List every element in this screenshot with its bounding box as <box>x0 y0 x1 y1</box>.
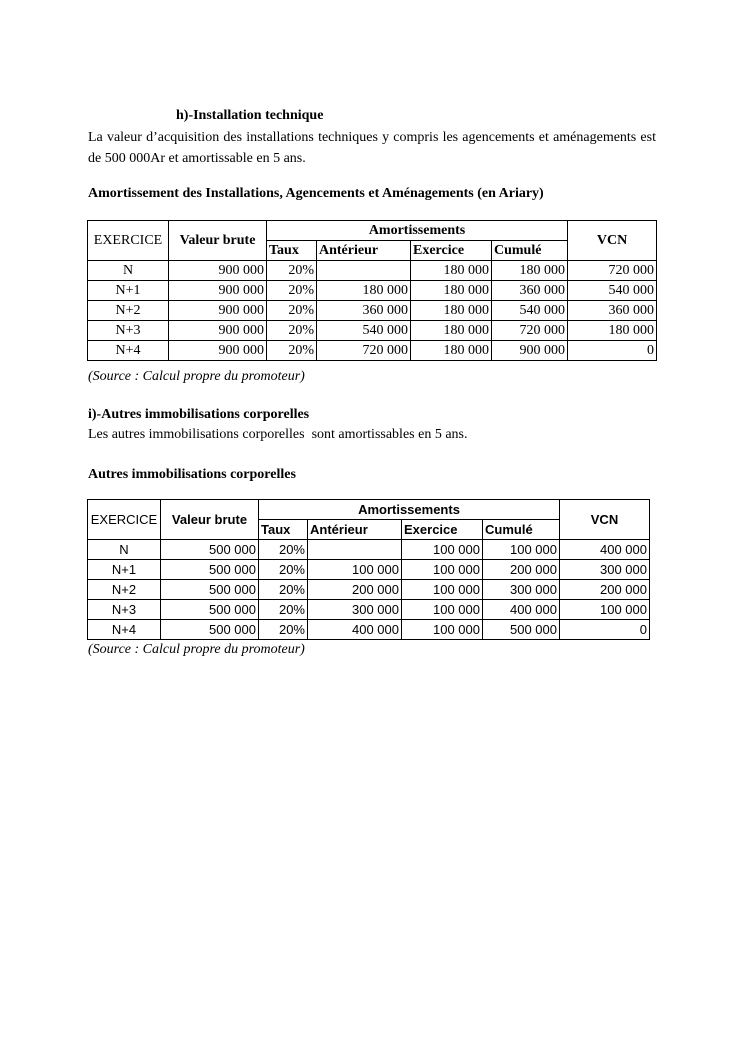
header-taux: Taux <box>259 520 308 540</box>
table-row <box>88 341 657 361</box>
cell-vcn: 0 <box>568 341 657 361</box>
installation-amortization-table <box>87 220 657 361</box>
cell-vcn: 200 000 <box>560 580 650 600</box>
cell-valeur: 500 000 <box>161 540 259 560</box>
cell-valeur: 500 000 <box>161 620 259 640</box>
section-i-table-title: Autres immobilisations corporelles <box>88 467 296 482</box>
cell-exercice-amort: 100 000 <box>402 600 483 620</box>
cell-vcn: 300 000 <box>560 560 650 580</box>
cell-vcn: 400 000 <box>560 540 650 560</box>
header-taux: Taux <box>267 241 317 261</box>
cell-anterieur: 360 000 <box>317 301 411 321</box>
cell-exercice: N+1 <box>88 560 161 580</box>
cell-valeur: 900 000 <box>169 341 267 361</box>
table-row <box>88 281 657 301</box>
cell-vcn: 720 000 <box>568 261 657 281</box>
cell-exercice-amort: 180 000 <box>411 341 492 361</box>
table-header-row <box>88 500 650 520</box>
cell-exercice: N+4 <box>88 620 161 640</box>
cell-cumule: 100 000 <box>483 540 560 560</box>
cell-cumule: 720 000 <box>492 321 568 341</box>
cell-valeur: 900 000 <box>169 321 267 341</box>
cell-vcn: 540 000 <box>568 281 657 301</box>
cell-taux: 20% <box>267 261 317 281</box>
cell-exercice-amort: 100 000 <box>402 560 483 580</box>
cell-taux: 20% <box>259 580 308 600</box>
cell-anterieur: 720 000 <box>317 341 411 361</box>
cell-cumule: 540 000 <box>492 301 568 321</box>
section-h-table-title: Amortissement des Installations, Agencements et Aménagements (en Ariary) <box>88 186 544 201</box>
cell-vcn: 0 <box>560 620 650 640</box>
cell-cumule: 900 000 <box>492 341 568 361</box>
header-vcn: VCN <box>568 221 657 261</box>
section-h-source: (Source : Calcul propre du promoteur) <box>88 369 305 384</box>
table-row <box>88 580 650 600</box>
table-row <box>88 261 657 281</box>
header-valeur-brute: Valeur brute <box>169 221 267 261</box>
cell-anterieur: 300 000 <box>308 600 402 620</box>
table-header-row <box>88 221 657 241</box>
header-vcn: VCN <box>560 500 650 540</box>
cell-cumule: 300 000 <box>483 580 560 600</box>
cell-anterieur: 180 000 <box>317 281 411 301</box>
cell-exercice: N+3 <box>88 600 161 620</box>
section-h-title: h)-Installation technique <box>176 108 324 123</box>
header-amortissements: Amortissements <box>259 500 560 520</box>
cell-exercice: N+1 <box>88 281 169 301</box>
cell-cumule: 180 000 <box>492 261 568 281</box>
cell-exercice-amort: 100 000 <box>402 620 483 640</box>
cell-exercice-amort: 180 000 <box>411 301 492 321</box>
cell-exercice-amort: 180 000 <box>411 261 492 281</box>
cell-valeur: 500 000 <box>161 580 259 600</box>
header-exercice: EXERCICE <box>88 221 169 261</box>
cell-exercice: N+4 <box>88 341 169 361</box>
cell-anterieur: 540 000 <box>317 321 411 341</box>
header-anterieur: Antérieur <box>317 241 411 261</box>
autres-immobilisations-table <box>87 499 650 640</box>
cell-cumule: 200 000 <box>483 560 560 580</box>
cell-exercice: N+3 <box>88 321 169 341</box>
cell-exercice-amort: 180 000 <box>411 281 492 301</box>
cell-taux: 20% <box>259 560 308 580</box>
cell-taux: 20% <box>267 341 317 361</box>
cell-cumule: 360 000 <box>492 281 568 301</box>
table-row <box>88 600 650 620</box>
table-row <box>88 620 650 640</box>
cell-valeur: 900 000 <box>169 301 267 321</box>
table-row <box>88 301 657 321</box>
section-i-title: i)-Autres immobilisations corporelles <box>88 407 310 422</box>
header-amortissements: Amortissements <box>267 221 568 241</box>
cell-valeur: 500 000 <box>161 560 259 580</box>
cell-taux: 20% <box>267 321 317 341</box>
cell-exercice: N+2 <box>88 301 169 321</box>
table-row <box>88 540 650 560</box>
cell-exercice: N <box>88 261 169 281</box>
header-exercice: EXERCICE <box>88 500 161 540</box>
cell-taux: 20% <box>259 540 308 560</box>
cell-valeur: 500 000 <box>161 600 259 620</box>
cell-exercice: N <box>88 540 161 560</box>
section-h-paragraph: La valeur d’acquisition des installations techniques y compris les agencements et aménagements est de 500 000Ar et amortissable en 5 ans. <box>88 130 656 166</box>
cell-vcn: 360 000 <box>568 301 657 321</box>
table-row <box>88 321 657 341</box>
section-i-source: (Source : Calcul propre du promoteur) <box>88 642 305 657</box>
cell-taux: 20% <box>267 281 317 301</box>
cell-anterieur: 400 000 <box>308 620 402 640</box>
section-i-paragraph: Les autres immobilisations corporelles sont amortissables en 5 ans. <box>88 427 468 442</box>
cell-anterieur: 100 000 <box>308 560 402 580</box>
header-cumule: Cumulé <box>483 520 560 540</box>
header-exercice-amort: Exercice <box>402 520 483 540</box>
cell-vcn: 100 000 <box>560 600 650 620</box>
cell-exercice-amort: 180 000 <box>411 321 492 341</box>
cell-valeur: 900 000 <box>169 281 267 301</box>
cell-exercice-amort: 100 000 <box>402 580 483 600</box>
cell-anterieur: 200 000 <box>308 580 402 600</box>
cell-cumule: 500 000 <box>483 620 560 640</box>
cell-taux: 20% <box>259 620 308 640</box>
cell-cumule: 400 000 <box>483 600 560 620</box>
header-exercice-amort: Exercice <box>411 241 492 261</box>
cell-taux: 20% <box>259 600 308 620</box>
cell-vcn: 180 000 <box>568 321 657 341</box>
table-row <box>88 560 650 580</box>
cell-anterieur <box>308 540 402 560</box>
cell-exercice: N+2 <box>88 580 161 600</box>
header-valeur-brute: Valeur brute <box>161 500 259 540</box>
header-anterieur: Antérieur <box>308 520 402 540</box>
cell-taux: 20% <box>267 301 317 321</box>
cell-anterieur <box>317 261 411 281</box>
cell-exercice-amort: 100 000 <box>402 540 483 560</box>
header-cumule: Cumulé <box>492 241 568 261</box>
cell-valeur: 900 000 <box>169 261 267 281</box>
